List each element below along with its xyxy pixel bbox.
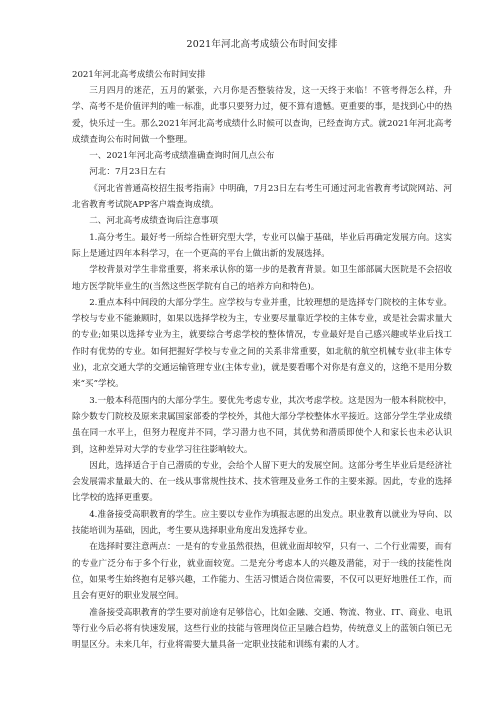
document-title: 2021年河北高考成绩公布时间安排: [186, 39, 338, 50]
paragraph-school-background: 学校背景对学生非常重要，将来承认你的第一步的是教育背景。如卫生部部属大医院是不会招收地方医学院毕业生的(当然这些医学院有自己的培养方向和特色)。: [72, 265, 452, 292]
document-subtitle: 2021年河北高考成绩公布时间安排: [72, 70, 206, 80]
paragraph-high-score: 1.高分考生。最好考一所综合性研究型大学，专业可以偏于基础，毕业后再确定发展方向。这实际上是通过四年本科学习，在一个更高的平台上做出新的发展选择。: [72, 232, 452, 259]
paragraph-guide: 《河北省普通高校招生报考指南》中明确，7月23日左右考生可通过河北省教育考试院网站、河北省教育考试院APP客户端查询成绩。: [72, 183, 452, 211]
paragraph-general-undergrad: 3.一般本科范围内的大部分学生。要优先考虑专业，其次考虑学校。这是因为一般本科院校中，除少数专门院校及原来隶属国家部委的学校外，其他大部分学校整体水平接近。这部分学生学业成绩虽在同一水平上，但努力程度并不同，学习潜力也不同，其优势和潜质即使个人和家长也未必认识到，这种差异对大学的专业学习往往影响较大。: [72, 395, 452, 455]
paragraph-vocational-future: 准备接受高职教育的学生要对前途有足够信心，比如金融、交通、物流、物业、IT、商业、电讯等行业今后必将有快速发展，这些行业的技能与管理岗位正呈融合趋势，传统意义上的蓝领白领已无明显区分。未来几年，行业将需要大量具备一定职业技能和训练有素的人才。: [72, 607, 452, 651]
paragraph-date: 河北：7月23日左右: [89, 167, 166, 178]
paragraph-selection-notes: 在选择时要注意两点：一是有的专业虽然很热，但就业面却较窄，只有一、二个行业需要，而有的专业广泛分布于多个行业，就业面较宽。二是充分考虑本人的兴趣及潜能，对于一线的技能性岗位，如果考生始终抱有足够兴趣，工作能力、生活习惯适合岗位需要，不仅可以更好地胜任工作，而且会有更好的职业发展空间。: [72, 542, 452, 602]
paragraph-key-undergrad: 2.重点本科中间段的大部分学生。应学校与专业并重，比较理想的是选择专门院校的主体专业。学校与专业不能兼顾时，如果以选择学校为主，专业要尽量靠近学校的主体专业，或是社会需求量大的专业;如果以选择专业为主，就要综合考虑学校的整体情况，专业最好是自己感兴趣或毕业后找工作时有优势的专业。如何把握好学校与专业之间的关系非常重要，如北航的航空机械专业(非主体专业)，北京交通大学的交通运输管理专业(主体专业)，就是要看哪个对你是有意义的，这绝不是用分数来“买”学校。: [72, 297, 452, 390]
section-heading-2: 二、河北高考成绩查询后注意事项: [89, 216, 219, 227]
paragraph-vocational: 4.准备接受高职教育的学生。应主要以专业作为填报志愿的出发点。职业教育以就业为导向、以技能培训为基础，因此，考生要从选择职业角度出发选择专业。: [72, 509, 452, 537]
paragraph-major-choice: 因此，选择适合于自己潜质的专业，会给个人留下更大的发展空间。这部分考生毕业后是经济社会发展需求量最大的、在一线从事常规性技术、技术管理及业务工作的主要来源。因此，专业的选择比学校的选择更重要。: [72, 460, 452, 504]
section-heading-1: 一、2021年河北高考成绩准确查询时间几点公布: [89, 151, 275, 162]
paragraph-intro: 三月四月的迷茫，五月的紧张，六月你是否整装待发，这一天终于来临！不管考得怎么样，升学、高考不是价值评判的唯一标准，此事只要努力过，便不算有遗憾。更重要的事，是找到心中的热爱，快乐过一生。那么2021年河北高考成绩什么时候可以查询，已经查询方式。就2021年河北高考成绩查询公布时间做一个整理。: [72, 86, 452, 145]
